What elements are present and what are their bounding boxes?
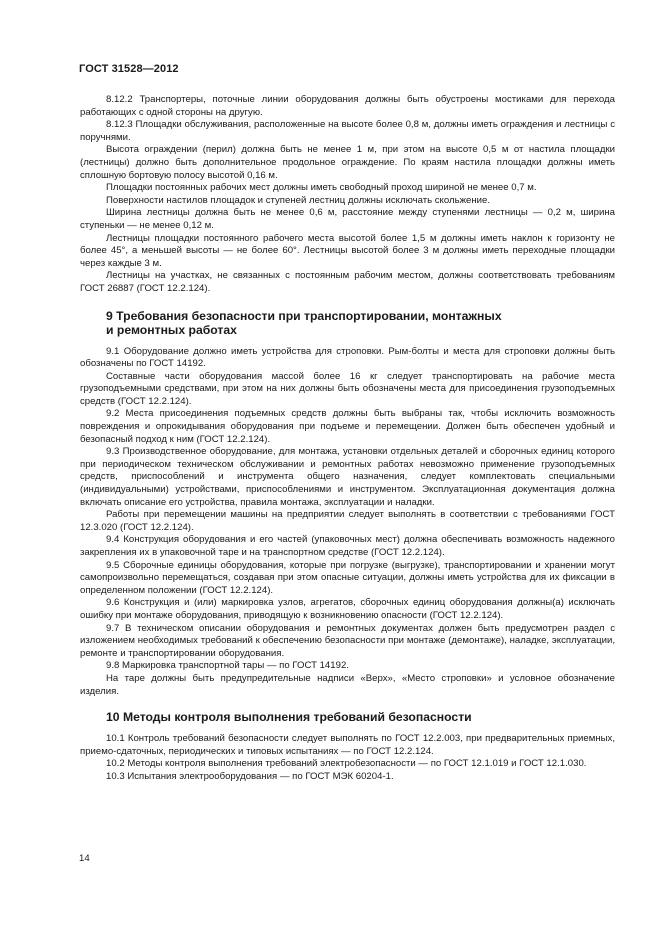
section-9-title-line-2: и ремонтных работах bbox=[106, 322, 237, 337]
paragraph: 9.7 В техническом описании оборудования и ремонтных документах должен быть предусмотрен раздел с изложением необходимых требований к обеспечению безопасности при монтаже (демонтаже), наладке, эксплуатации, ремонте и транспортировании оборудования. bbox=[80, 622, 615, 659]
paragraph: 9.8 Маркировка транспортной тары — по ГОСТ 14192. bbox=[106, 660, 349, 672]
paragraph: 9.5 Сборочные единицы оборудования, которые при погрузке (выгрузке), транспортировании и хранении могут самопроизвольно перемещаться, создавая при этом опасные ситуации, должны иметь устройства для их фиксации в определенном положении (ГОСТ 12.2.124). bbox=[80, 559, 615, 596]
document-body bbox=[80, 94, 615, 784]
paragraph: 9.3 Производственное оборудование, для монтажа, установки отдельных деталей и сборочных единиц которого при периодическом техническом обслуживании и ремонтных работах невозможно применение грузоподъемных средств, приспособлений и инструмента общего назначения, следует комплектовать специальными (индивидуальными) устройствами, приспособлениями и инструментом. Эксплуатационная документация должна включать описание его устройства, правила монтажа, эксплуатации и наладки. bbox=[80, 446, 615, 508]
section-10-heading: 10 Методы контроля выполнения требований безопасности bbox=[106, 710, 472, 725]
paragraph: Высота ограждении (перил) должна быть не менее 1 м, при этом на высоте 0,5 м от настила площадки (лестницы) должно быть дополнительное продольное ограждение. По краям настила площадки должны иметь сплошную бортовую полосу высотой 0,16 м. bbox=[80, 144, 615, 181]
paragraph: Поверхности настилов площадок и ступеней лестниц должны исключать скольжение. bbox=[106, 194, 490, 206]
paragraph: 8.12.3 Площадки обслуживания, расположенные на высоте более 0,8 м, должны иметь ограждения и лестницы с поручнями. bbox=[80, 119, 615, 143]
section-9-heading bbox=[80, 309, 615, 337]
paragraph: 9.2 Места присоединения подъемных средств должны быть выбраны так, чтобы исключить возможность повреждения и опрокидывания оборудования при подъеме и перемещении. Должен быть обеспечен удобный и безопасный подход к ним (ГОСТ 12.2.124). bbox=[80, 408, 615, 445]
paragraph: Лестницы на участках, не связанных с постоянным рабочим местом, должны соответствовать требованиям ГОСТ 26887 (ГОСТ 12.2.124). bbox=[80, 270, 615, 294]
paragraph: 10.1 Контроль требований безопасности следует выполнять по ГОСТ 12.2.003, при предварительных приемных, приемо-сдаточных, периодических и типовых испытаниях — по ГОСТ 12.2.124. bbox=[80, 733, 615, 757]
page-number: 14 bbox=[79, 853, 90, 864]
paragraph: Площадки постоянных рабочих мест должны иметь свободный проход шириной не менее 0,7 м. bbox=[106, 182, 537, 194]
paragraph: 9.4 Конструкция оборудования и его частей (упаковочных мест) должна обеспечивать возможность надежного закрепления их в упаковочной таре и на транспортном средстве (ГОСТ 12.2.124). bbox=[80, 534, 615, 558]
standard-header: ГОСТ 31528—2012 bbox=[79, 63, 179, 75]
paragraph: 9.1 Оборудование должно иметь устройства для строповки. Рым-болты и места для строповки должны быть обозначены по ГОСТ 14192. bbox=[80, 345, 615, 370]
paragraph: Ширина лестницы должна быть не менее 0,6 м, расстояние между ступенями лестницы — 0,2 м, ширина ступеньки — не менее 0,12 м. bbox=[80, 207, 615, 231]
paragraph: 9.6 Конструкция и (или) маркировка узлов, агрегатов, сборочных единиц оборудования должны(а) исключать ошибку при монтаже оборудования, приводящую к возникновению опасности (ГОСТ 12.2.124). bbox=[80, 597, 615, 621]
paragraph: 10.2 Методы контроля выполнения требований электробезопасности — по ГОСТ 12.1.019 и ГОСТ 12.1.030. bbox=[106, 758, 587, 770]
paragraph: 10.3 Испытания электрооборудования — по ГОСТ МЭК 60204-1. bbox=[106, 770, 394, 782]
paragraph: На таре должны быть предупредительные надписи «Верх», «Место строповки» и условное обозначение изделия. bbox=[80, 672, 615, 697]
paragraph: Лестницы площадки постоянного рабочего места высотой более 1,5 м должны иметь наклон к горизонту не более 45°, а меньшей высоты — не более 60°. Лестницы высотой более 3 м должны иметь переходные площадки через каждые 3 м. bbox=[80, 232, 615, 269]
paragraph: Работы при перемещении машины на предприятии следует выполнять в соответствии с требованиями ГОСТ 12.3.020 (ГОСТ 12.2.124). bbox=[80, 509, 615, 533]
paragraph: Составные части оборудования массой более 16 кг следует транспортировать на рабочие места грузоподъемными средствами, при этом на них должны быть обозначены места для присоединения грузоподъемных средств (ГОСТ 12.2.124). bbox=[80, 370, 615, 407]
paragraph: 8.12.2 Транспортеры, поточные линии оборудования должны быть обустроены мостиками для перехода работающих с одной стороны на другую. bbox=[80, 94, 615, 118]
section-9-title-line-1: 9 Требования безопасности при транспортировании, монтажных bbox=[106, 308, 502, 323]
